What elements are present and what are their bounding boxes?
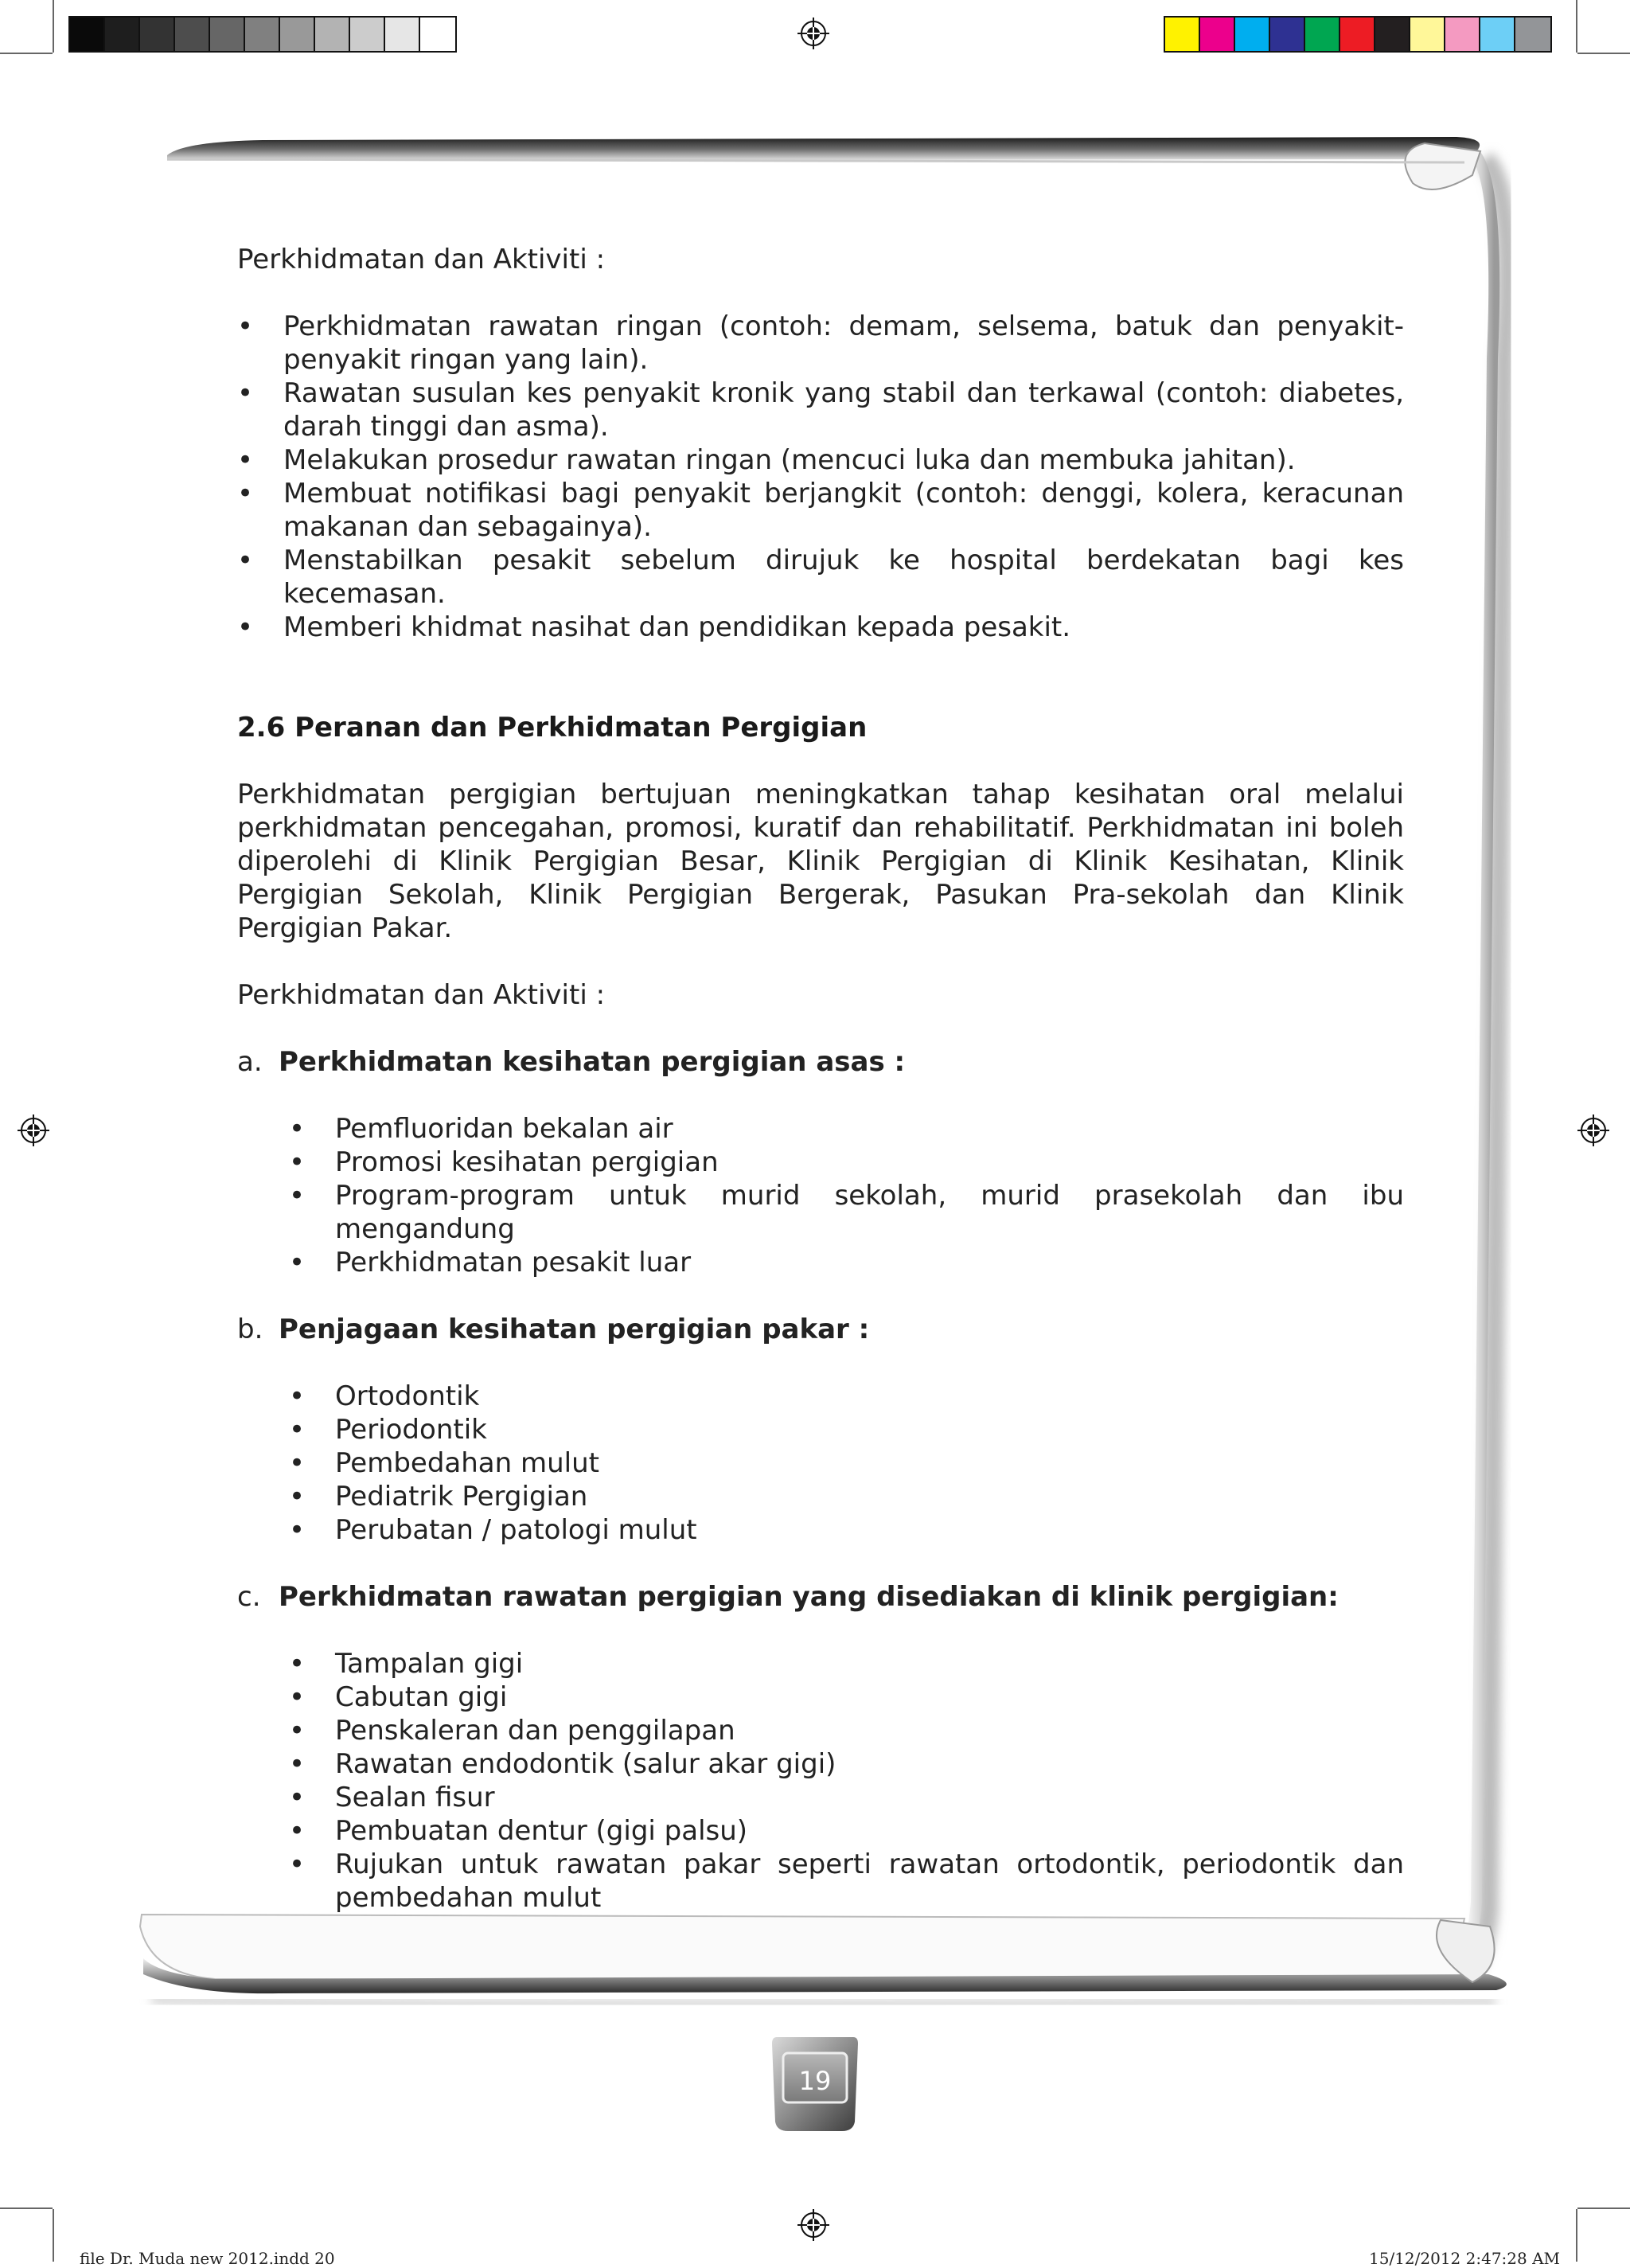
list-item [237,1848,1404,1915]
bullet-icon: • [289,1748,306,1780]
color-swatch [1305,18,1340,51]
list-item [237,1246,1404,1279]
crop-mark [0,2207,53,2209]
list-item [237,1380,1404,1413]
list-item-text: Perubatan / patologi mulut [335,1514,697,1546]
service-group-heading [237,1580,1404,1614]
list-item-text: Perkhidmatan rawatan ringan (contoh: demam, selsema, batuk dan penyakit-penyakit ringan yang lain). [283,310,1404,376]
color-swatch [1235,18,1270,51]
color-swatch [280,18,315,51]
bullet-icon: • [289,1380,306,1412]
list-item [237,1714,1404,1747]
list-item [237,1112,1404,1146]
color-swatch [140,18,175,51]
list-item-text: Perkhidmatan pesakit luar [335,1247,692,1278]
bullet-icon: • [237,310,254,342]
crop-mark [1576,2209,1577,2262]
service-group-list [237,1112,1404,1279]
services-heading: Perkhidmatan dan Aktiviti : [237,244,606,275]
list-item-text: Pediatrik Pergigian [335,1481,588,1513]
color-swatch [1515,18,1550,51]
registration-mark-icon [797,2209,829,2241]
color-swatch [315,18,350,51]
group-title: Perkhidmatan kesihatan pergigian asas : [279,1046,906,1078]
section-title: 2.6 Peranan dan Perkhidmatan Pergigian [237,712,868,744]
dental-service-groups [237,1045,1404,1915]
color-swatch [1200,18,1235,51]
bullet-icon: • [289,1481,306,1513]
registration-mark-icon [797,18,829,49]
registration-mark-icon [18,1114,49,1146]
color-swatch [385,18,420,51]
list-item [237,1413,1404,1446]
color-swatch [245,18,280,51]
group-letter: a. [237,1046,263,1078]
services-list [237,310,1404,644]
service-group-heading [237,1045,1404,1079]
crop-mark [0,53,53,54]
section-intro: Perkhidmatan pergigian bertujuan meningkatkan tahap kesihatan oral melalui perkhidmatan pencegahan, promosi, kuratif dan rehabilitatif. Perkhidmatan ini boleh diperolehi di Klinik Pergigian Besar, Klinik Pergigian di Klinik Kesihatan, Klinik Pergigian Sekolah, Klinik Pergigian Bergerak, Pasukan Pra-sekolah dan Klinik Pergigian Pakar. [237,779,1404,944]
list-item [237,1747,1404,1781]
bullet-icon: • [289,1848,306,1880]
crop-mark [1577,2207,1630,2209]
bullet-icon: • [289,1247,306,1278]
list-item-text: Pemfluoridan bekalan air [335,1113,673,1145]
list-item-text: Rawatan susulan kes penyakit kronik yang stabil dan terkawal (contoh: diabetes, darah tinggi dan asma). [283,377,1404,443]
list-item [237,1179,1404,1246]
list-item-text: Rawatan endodontik (salur akar gigi) [335,1748,836,1780]
crop-mark [53,0,54,53]
bullet-icon: • [289,1414,306,1446]
list-item-text: Memberi khidmat nasihat dan pendidikan kepada pesakit. [283,611,1071,643]
list-item-text: Promosi kesihatan pergigian [335,1146,719,1178]
bullet-icon: • [289,1782,306,1813]
color-swatch [350,18,385,51]
list-item [237,1513,1404,1547]
color-swatch [1270,18,1305,51]
color-swatch [1165,18,1200,51]
color-swatch [1410,18,1445,51]
list-item-text: Ortodontik [335,1380,480,1412]
dental-services-heading: Perkhidmatan dan Aktiviti : [237,979,606,1011]
list-item [237,1681,1404,1714]
color-swatch [1340,18,1375,51]
bullet-icon: • [237,478,254,509]
list-item [237,1146,1404,1179]
list-item [237,611,1404,644]
color-swatch [1445,18,1480,51]
list-item-text: Periodontik [335,1414,487,1446]
bullet-icon: • [289,1681,306,1713]
bullet-icon: • [237,611,254,643]
bullet-icon: • [237,545,254,576]
service-group-heading [237,1313,1404,1346]
list-item-text: Melakukan prosedur rawatan ringan (mencuci luka dan membuka jahitan). [283,444,1296,476]
list-item-text: Membuat notifikasi bagi penyakit berjangkit (contoh: denggi, kolera, keracunan makanan dan sebagainya). [283,478,1404,543]
color-swatch [105,18,140,51]
list-item [237,544,1404,611]
list-item [237,1480,1404,1513]
group-title: Penjagaan kesihatan pergigian pakar : [279,1314,870,1345]
list-item [237,377,1404,443]
process-color-bar [1164,16,1552,53]
bullet-icon: • [289,1514,306,1546]
crop-mark [53,2209,54,2262]
color-swatch [420,18,455,51]
bullet-icon: • [237,377,254,409]
service-group-list [237,1647,1404,1915]
list-item [237,310,1404,377]
list-item-text: Cabutan gigi [335,1681,508,1713]
list-item-text: Sealan fisur [335,1782,495,1813]
list-item-text: Pembuatan dentur (gigi palsu) [335,1815,748,1847]
color-swatch [1480,18,1515,51]
bullet-icon: • [289,1447,306,1479]
color-swatch [70,18,105,51]
page-content [237,243,1404,1915]
bullet-icon: • [289,1113,306,1145]
crop-mark [1577,53,1630,54]
bullet-icon: • [237,444,254,476]
list-item [237,1647,1404,1681]
bullet-icon: • [289,1180,306,1212]
color-swatch [175,18,210,51]
list-item-text: Pembedahan mulut [335,1447,599,1479]
bullet-icon: • [289,1815,306,1847]
service-group-list [237,1380,1404,1547]
list-item-text: Tampalan gigi [335,1648,524,1680]
list-item [237,443,1404,477]
list-item-text: Penskaleran dan penggilapan [335,1715,735,1747]
crop-mark [1576,0,1577,53]
bullet-icon: • [289,1715,306,1747]
color-swatch [1375,18,1410,51]
list-item [237,477,1404,544]
list-item [237,1814,1404,1848]
list-item-text: Program-program untuk murid sekolah, murid prasekolah dan ibu mengandung [335,1180,1404,1245]
bullet-icon: • [289,1648,306,1680]
list-item-text: Menstabilkan pesakit sebelum dirujuk ke hospital berdekatan bagi kes kecemasan. [283,545,1404,610]
color-swatch [210,18,245,51]
list-item [237,1781,1404,1814]
page-number: 19 [798,2066,832,2096]
group-title: Perkhidmatan rawatan pergigian yang disediakan di klinik pergigian: [279,1581,1339,1613]
bullet-icon: • [289,1146,306,1178]
group-letter: c. [237,1581,261,1613]
list-item [237,1446,1404,1480]
grayscale-color-bar [68,16,457,53]
list-item-text: Rujukan untuk rawatan pakar seperti rawatan ortodontik, periodontik dan pembedahan mulut [335,1848,1404,1914]
registration-mark-icon [1577,1114,1609,1146]
group-letter: b. [237,1314,263,1345]
